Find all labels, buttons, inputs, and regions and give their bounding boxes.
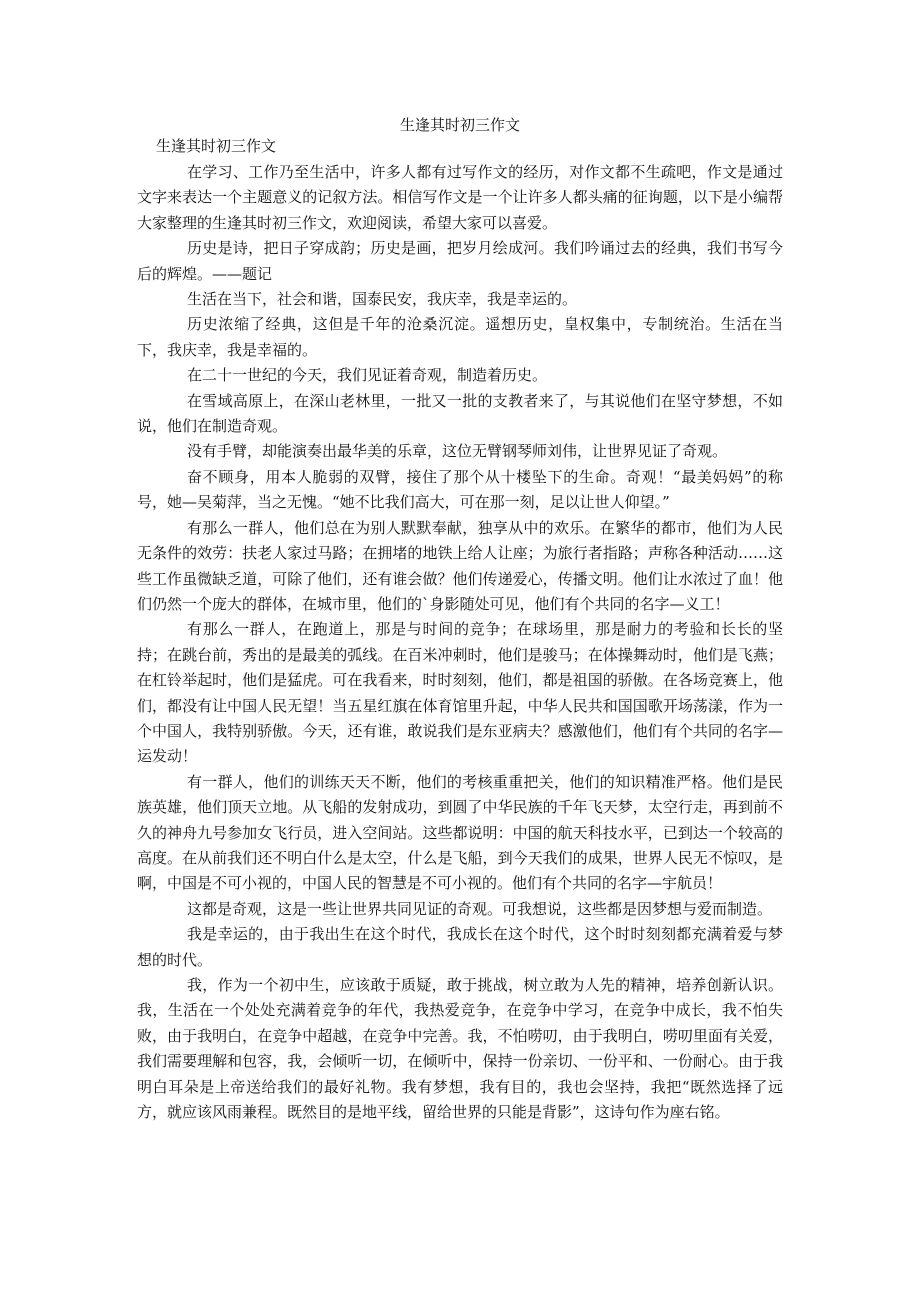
- document-subtitle: 生逢其时初三作文: [156, 137, 277, 155]
- paragraph: 在二十一世纪的今天，我们见证着奇观，制造着历史。: [187, 366, 548, 385]
- document-body: [137, 160, 783, 1125]
- paragraph: 我是幸运的，由于我出生在这个时代，我成长在这个时代，这个时时刻刻都充满着爱与梦想的时代。: [137, 925, 783, 969]
- paragraph: 我，作为一个初中生，应该敢于质疑，敢于挑战，树立敢为人先的精神，培养创新认识。我，生活在一个处处充满着竞争的年代，我热爱竞争，在竞争中学习，在竞争中成长，我不怕失败，由于我明白，在竞争中超越，在竞争中完善。我，不怕唠叨，由于我明白，唠叨里面有关爱，我们需要理解和包容，我，会倾听一切，在倾听中，保持一份亲切、一份平和、一份耐心。由于我明白耳朵是上帝送给我们的最好礼物。我有梦想，我有目的，我也会坚持，我把“既然选择了远方，就应该风雨兼程。既然目的是地平线，留给世界的只能是背影”，这诗句作为座右铭。: [137, 976, 783, 1122]
- paragraph: 没有手臂，却能演奏出最华美的乐章，这位无臂钢琴师刘伟，让世界见证了奇观。: [187, 442, 728, 461]
- paragraph: 有那么一群人，他们总在为别人默默奉献，独享从中的欢乐。在繁华的都市，他们为人民无条件的效劳：扶老人家过马路；在拥堵的地铁上给人让座；为旅行者指路；声称各种活动……这些工作虽微缺乏道，可除了他们，还有谁会做？他们传递爱心，传播文明。他们让水浓过了血！他们仍然一个庞大的群体，在城市里，他们的`身影随处可见，他们有个共同的名字—义工！: [137, 518, 783, 613]
- document-title: 生逢其时初三作文: [399, 116, 520, 134]
- paragraph: 有一群人，他们的训练天天不断，他们的考核重重把关，他们的知识精准严格。他们是民族英雄，他们顶天立地。从飞船的发射成功，到圆了中华民族的千年飞天梦，太空行走，再到前不久的神舟九号参加女飞行员，进入空间站。这些都说明：中国的航天科技水平，已到达一个较高的高度。在从前我们还不明白什么是太空，什么是飞船，到今天我们的成果，世界人民无不惊叹，是啊，中国是不可小视的，中国人民的智慧是不可小视的。他们有个共同的名字—宇航员！: [137, 772, 783, 893]
- paragraph: 奋不顾身，用本人脆弱的双臂，接住了那个从十楼坠下的生命。奇观！“最美妈妈”的称号，她—吴菊萍，当之无愧。“她不比我们高大，可在那一刻，足以让世人仰望。”: [137, 467, 783, 512]
- paragraph: 在学习、工作乃至生活中，许多人都有过写作文的经历，对作文都不生疏吧，作文是通过文字来表达一个主题意义的记叙方法。相信写作文是一个让许多人都头痛的征询题，以下是小编帮大家整理的生逢其时初三作文，欢迎阅读，希望大家可以喜爱。: [137, 163, 783, 232]
- paragraph: 有那么一群人，在跑道上，那是与时间的竞争；在球场里，那是耐力的考验和长长的坚持；在跳台前，秀出的是最美的弧线。在百米冲刺时，他们是骏马；在体操舞动时，他们是飞燕；在杠铃举起时，他们是猛虎。可在我看来，时时刻刻，他们，都是祖国的骄傲。在各场竞赛上，他们，都没有让中国人民无望！当五星红旗在体育馆里升起，中华人民共和国国歌开场荡漾，作为一个中国人，我特别骄傲。今天，还有谁，敢说我们是东亚病夫？感激他们，他们有个共同的名字—运发动！: [137, 620, 783, 766]
- paragraph: 历史浓缩了经典，这但是千年的沧桑沉淀。遥想历史，皇权集中，专制统治。生活在当下，我庆幸，我是幸福的。: [137, 315, 783, 359]
- paragraph: 这都是奇观，这是一些让世界共同见证的奇观。可我想说，这些都是因梦想与爱而制造。: [187, 899, 773, 918]
- paragraph: 历史是诗，把日子穿成韵；历史是画，把岁月绘成河。我们吟诵过去的经典，我们书写今后的辉煌。——题记: [137, 239, 783, 283]
- paragraph: 在雪域高原上，在深山老林里，一批又一批的支教者来了，与其说他们在坚守梦想，不如说，他们在制造奇观。: [137, 391, 783, 436]
- paragraph: 生活在当下，社会和谐，国泰民安，我庆幸，我是幸运的。: [187, 290, 578, 309]
